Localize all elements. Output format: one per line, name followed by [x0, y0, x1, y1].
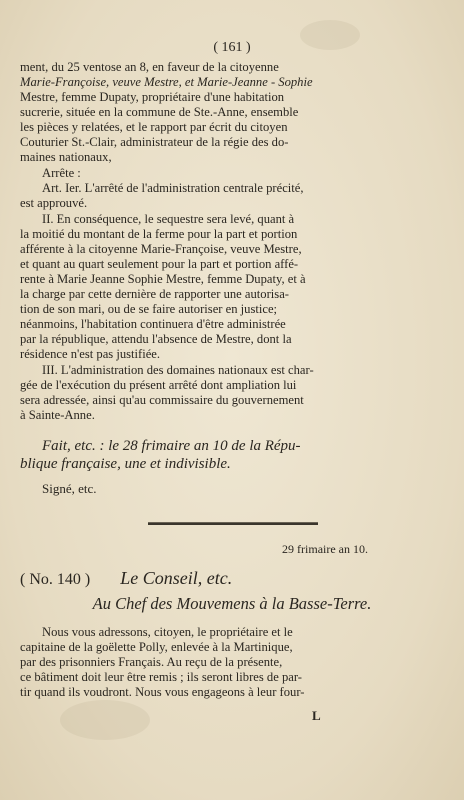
text-line: capitaine de la goëlette Polly, enlevée à la Martinique, — [20, 640, 293, 654]
text-line: sera adressée, ainsi qu'au commissaire du gouvernement — [20, 393, 304, 407]
text-line: gée de l'exécution du présent arrêté dont ampliation lui — [20, 378, 297, 392]
entry-date: 29 frimaire an 10. — [282, 542, 368, 556]
text-line: II. En conséquence, le sequestre sera levé, quant à — [42, 212, 295, 226]
text-line: ce bâtiment doit leur être remis ; ils seront libres de par- — [20, 670, 302, 684]
text-line: tion de son mari, ou de se faire autoriser en justice; — [20, 302, 278, 316]
arrete-heading: Arrête : — [42, 166, 81, 180]
text-line: maines nationaux, — [20, 150, 112, 164]
signature-mark: L — [312, 708, 321, 723]
text-line: la moitié du montant de la ferme pour la part et portion — [20, 227, 298, 241]
text-line: afférente à la citoyenne Marie-Françoise, veuve Mestre, — [20, 242, 302, 256]
text-line: et quant au quart seulement pour la part et portion affé- — [20, 257, 299, 271]
text-line: par des prisonniers Français. Au reçu de la présente, — [20, 655, 283, 669]
text-line: sucrerie, située en la commune de Ste.-Anne, ensemble — [20, 105, 299, 119]
text-line: par la république, attendu l'absence de Mestre, dont la — [20, 332, 292, 346]
text-line: III. L'administration des domaines nationaux est char- — [42, 363, 314, 377]
text-line: Couturier St.-Clair, administrateur de la régie des do- — [20, 135, 289, 149]
text-line: les pièces y relatées, et le rapport par écrit du citoyen — [20, 120, 288, 134]
text-line: néanmoins, l'habitation continuera d'être administrée — [20, 317, 286, 331]
text-line: Marie-Françoise, veuve Mestre, et Marie-Jeanne - Sophie — [20, 75, 313, 89]
closing-formula: Fait, etc. : le 28 frimaire an 10 de la Répu- — [42, 438, 301, 454]
entry-heading — [20, 568, 444, 589]
text-line: est approuvé. — [20, 196, 88, 210]
text-line: Nous vous adressons, citoyen, le propriétaire et le — [42, 625, 293, 639]
entry-address: Au Chef des Mouvemens à la Basse-Terre. — [92, 594, 372, 613]
text-line: rente à Marie Jeanne Sophie Mestre, femme Dupaty, et à — [20, 272, 306, 286]
page-number: ( 161 ) — [213, 40, 251, 55]
text-line: la charge par cette dernière de rapporter une autorisa- — [20, 287, 289, 301]
signed-line: Signé, etc. — [42, 481, 97, 496]
text-line: Art. Ier. L'arrêté de l'administration centrale précité, — [42, 181, 304, 195]
section-divider — [148, 522, 318, 525]
closing-formula: blique française, une et indivisible. — [20, 456, 231, 472]
text-line: Mestre, femme Dupaty, propriétaire d'une habitation — [20, 90, 285, 104]
entry-number: ( No. 140 ) — [20, 571, 91, 588]
paper-stain — [60, 700, 150, 740]
text-line: ment, du 25 ventose an 8, en faveur de la citoyenne — [20, 60, 279, 74]
text-line: tir quand ils voudront. Nous vous engageons à leur four- — [20, 685, 305, 699]
entry-title: Le Conseil, etc. — [120, 568, 233, 588]
text-line: résidence n'est pas justifiée. — [20, 347, 161, 361]
text-line: à Sainte-Anne. — [20, 408, 95, 422]
